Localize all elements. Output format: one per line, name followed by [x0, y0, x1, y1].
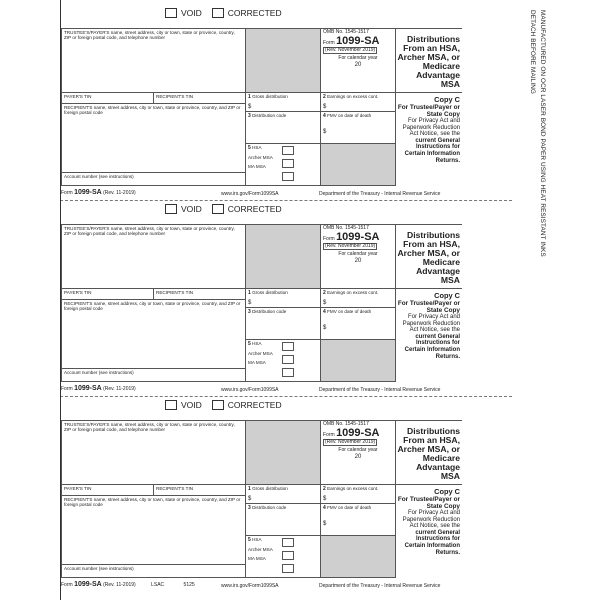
year: 20 [354, 454, 362, 460]
account-label: Account number (see instructions) [64, 174, 134, 179]
box5-number: 5 [248, 341, 251, 347]
rev-date: (Rev. November 2019) [325, 47, 376, 53]
footer-rev: (Rev. 11-2019) [103, 190, 136, 196]
copy-for: For Trustee/Payer or State Copy [397, 300, 460, 314]
title-box [395, 28, 462, 93]
omb-number: OMB No. 1545-1517 [323, 421, 369, 427]
footer-rev: (Rev. 11-2019) [103, 386, 136, 392]
box2-label: Earnings on excess cont. [327, 94, 379, 99]
shaded-box-1 [245, 28, 321, 93]
manufactured-notice: MANUFACTURED ON OCR LASER BOND PAPER USING HEAT RESISTANT INKS [539, 10, 546, 257]
footer-dept: Department of the Treasury - Internal Revenue Service [319, 191, 441, 197]
box2-label: Earnings on excess cont. [327, 290, 379, 295]
box4-fmv[interactable] [320, 503, 396, 536]
corrected-label: CORRECTED [227, 204, 282, 214]
box1-label: Gross distribution [252, 486, 288, 491]
hsa-label: HSA [252, 537, 262, 542]
account-number-box[interactable] [61, 368, 246, 382]
footer-number: 1099-SA [74, 189, 102, 196]
form-number: 1099-SA [336, 427, 380, 439]
box2-number: 2 [323, 290, 326, 296]
box1-dollar: $ [248, 300, 252, 306]
box2-earnings[interactable] [320, 484, 396, 504]
box2-dollar: $ [323, 104, 327, 110]
archer-checkbox[interactable] [282, 551, 294, 560]
box5-number: 5 [248, 537, 251, 543]
recipient-name-label: RECIPIENT'S name, street address, city or town, state or province, country, and ZIP or foreign postal code [64, 105, 241, 115]
box3-number: 3 [248, 505, 251, 511]
ma-checkbox[interactable] [282, 368, 294, 377]
box2-number: 2 [323, 486, 326, 492]
payer-tin-label: PAYER'S TIN [64, 94, 92, 99]
box4-dollar: $ [323, 521, 327, 527]
archer-label: Archer MSA [248, 155, 273, 160]
shaded-box-2 [320, 339, 396, 382]
form-1099sa-copy [26, 204, 478, 393]
privacy-notice-bold: current General Instructions for Certain Information Returns. [404, 529, 460, 556]
recipient-tin-label: RECIPIENT'S TIN [156, 486, 194, 491]
form-prefix: Form [323, 40, 335, 46]
box4-fmv[interactable] [320, 307, 396, 340]
footer-url: www.irs.gov/Form1099SA [221, 583, 279, 589]
void-label: VOID [181, 204, 202, 214]
box1-label: Gross distribution [252, 290, 288, 295]
corrected-checkbox[interactable] [212, 204, 224, 214]
box1-gross-distribution[interactable] [245, 92, 321, 112]
shaded-box-2 [320, 143, 396, 186]
privacy-notice-bold: current General Instructions for Certain Information Returns. [404, 137, 460, 164]
ma-label: MA MSA [248, 556, 266, 561]
box4-dollar: $ [323, 325, 327, 331]
archer-label: Archer MSA [248, 547, 273, 552]
corrected-label: CORRECTED [227, 8, 282, 18]
box1-gross-distribution[interactable] [245, 484, 321, 504]
privacy-notice: For Privacy Act and Paperwork Reduction Act Notice, see the [402, 314, 460, 334]
calendar-year-label: For calendar year [338, 251, 378, 257]
box2-number: 2 [323, 94, 326, 100]
box1-number: 1 [248, 94, 251, 100]
privacy-notice: For Privacy Act and Paperwork Reduction Act Notice, see the [402, 510, 460, 530]
box2-dollar: $ [323, 300, 327, 306]
copy-label: Copy C [434, 487, 460, 496]
recipient-name-label: RECIPIENT'S name, street address, city or town, state or province, country, and ZIP or foreign postal code [64, 301, 241, 311]
trustee-box[interactable] [61, 420, 246, 485]
omb-box [320, 224, 396, 289]
form-prefix: Form [323, 236, 335, 242]
copy-box [395, 92, 462, 186]
corrected-checkbox[interactable] [212, 400, 224, 410]
footer-code: 5125 [183, 582, 195, 588]
form-footer [61, 189, 482, 196]
ma-checkbox[interactable] [282, 564, 294, 573]
box3-distribution-code[interactable] [245, 111, 321, 144]
calendar-year-label: For calendar year [338, 55, 378, 61]
rev-date: (Rev. November 2019) [325, 439, 376, 445]
void-label: VOID [181, 400, 202, 410]
box3-distribution-code[interactable] [245, 503, 321, 536]
omb-box [320, 420, 396, 485]
trustee-box[interactable] [61, 224, 246, 289]
form-prefix: Form [323, 432, 335, 438]
archer-checkbox[interactable] [282, 159, 294, 168]
void-checkbox[interactable] [165, 8, 177, 18]
box3-label: Distribution code [252, 505, 287, 510]
privacy-notice: For Privacy Act and Paperwork Reduction Act Notice, see the [402, 118, 460, 138]
box4-number: 4 [323, 309, 326, 315]
year: 20 [354, 258, 362, 264]
box4-number: 4 [323, 113, 326, 119]
account-number-box[interactable] [61, 172, 246, 186]
box1-label: Gross distribution [252, 94, 288, 99]
recipient-tin-label: RECIPIENT'S TIN [156, 290, 194, 295]
footer-number: 1099-SA [74, 581, 102, 588]
title-box [395, 224, 462, 289]
form-grid [61, 20, 482, 186]
box3-distribution-code[interactable] [245, 307, 321, 340]
recipient-name-label: RECIPIENT'S name, street address, city or town, state or province, country, and ZIP or foreign postal code [64, 497, 241, 507]
recipient-tin-label: RECIPIENT'S TIN [156, 94, 194, 99]
box1-number: 1 [248, 486, 251, 492]
recipient-name-box[interactable] [61, 299, 246, 369]
box3-number: 3 [248, 113, 251, 119]
form-title: Distributions From an HSA, Archer MSA, or Medicare Advantage MSA [397, 230, 460, 285]
void-checkbox[interactable] [165, 204, 177, 214]
box1-number: 1 [248, 290, 251, 296]
void-label: VOID [181, 8, 202, 18]
calendar-year-label: For calendar year [338, 447, 378, 453]
hsa-checkbox[interactable] [282, 538, 294, 547]
footer-number: 1099-SA [74, 385, 102, 392]
void-checkbox[interactable] [165, 400, 177, 410]
trustee-box[interactable] [61, 28, 246, 93]
archer-label: Archer MSA [248, 351, 273, 356]
box3-number: 3 [248, 309, 251, 315]
void-corrected-row [165, 400, 282, 410]
archer-checkbox[interactable] [282, 355, 294, 364]
footer-form: Form [61, 386, 73, 392]
box2-earnings[interactable] [320, 92, 396, 112]
ma-label: MA MSA [248, 164, 266, 169]
hsa-checkbox[interactable] [282, 342, 294, 351]
footer-lsac: LSAC [151, 582, 165, 588]
footer-dept: Department of the Treasury - Internal Revenue Service [319, 583, 441, 589]
box5-number: 5 [248, 145, 251, 151]
box5-plan-type [245, 535, 321, 578]
forms-page [60, 0, 513, 600]
form-1099sa-copy [26, 8, 478, 197]
box4-label: FMV on date of death [327, 309, 372, 314]
ma-label: MA MSA [248, 360, 266, 365]
footer-form: Form [61, 582, 73, 588]
box1-dollar: $ [248, 104, 252, 110]
payer-tin-label: PAYER'S TIN [64, 486, 92, 491]
copy-label: Copy C [434, 95, 460, 104]
box3-label: Distribution code [252, 113, 287, 118]
corrected-checkbox[interactable] [212, 8, 224, 18]
box2-dollar: $ [323, 496, 327, 502]
void-corrected-row [165, 8, 282, 18]
payer-tin-label: PAYER'S TIN [64, 290, 92, 295]
hsa-label: HSA [252, 341, 262, 346]
form-footer [61, 385, 482, 392]
copy-box [395, 484, 462, 578]
footer-form: Form [61, 190, 73, 196]
copy-box [395, 288, 462, 382]
omb-number: OMB No. 1545-1517 [323, 29, 369, 35]
corrected-label: CORRECTED [227, 400, 282, 410]
box4-number: 4 [323, 505, 326, 511]
account-number-box[interactable] [61, 564, 246, 578]
footer-url: www.irs.gov/Form1099SA [221, 387, 279, 393]
box4-label: FMV on date of death [327, 505, 372, 510]
trustee-label: TRUSTEE'S/PAYER'S name, street address, city or town, state or province, country, ZIP or foreign postal code, and telephone number [64, 422, 235, 432]
box5-plan-type [245, 143, 321, 186]
hsa-checkbox[interactable] [282, 146, 294, 155]
rev-date: (Rev. November 2019) [325, 243, 376, 249]
form-1099sa-copy [26, 400, 478, 589]
account-label: Account number (see instructions) [64, 566, 134, 571]
box2-earnings[interactable] [320, 288, 396, 308]
recipient-name-box[interactable] [61, 103, 246, 173]
footer-url: www.irs.gov/Form1099SA [221, 191, 279, 197]
hsa-label: HSA [252, 145, 262, 150]
box1-gross-distribution[interactable] [245, 288, 321, 308]
box4-fmv[interactable] [320, 111, 396, 144]
account-label: Account number (see instructions) [64, 370, 134, 375]
shaded-box-1 [245, 224, 321, 289]
void-corrected-row [165, 204, 282, 214]
shaded-box-2 [320, 535, 396, 578]
box2-label: Earnings on excess cont. [327, 486, 379, 491]
privacy-notice-bold: current General Instructions for Certain Information Returns. [404, 333, 460, 360]
recipient-name-box[interactable] [61, 495, 246, 565]
box1-dollar: $ [248, 496, 252, 502]
form-number: 1099-SA [336, 35, 380, 47]
form-title: Distributions From an HSA, Archer MSA, or Medicare Advantage MSA [397, 34, 460, 89]
title-box [395, 420, 462, 485]
trustee-label: TRUSTEE'S/PAYER'S name, street address, city or town, state or province, country, ZIP or foreign postal code, and telephone number [64, 30, 235, 40]
form-footer [61, 581, 482, 588]
box4-label: FMV on date of death [327, 113, 372, 118]
box4-dollar: $ [323, 129, 327, 135]
copy-for: For Trustee/Payer or State Copy [397, 104, 460, 118]
trustee-label: TRUSTEE'S/PAYER'S name, street address, city or town, state or province, country, ZIP or foreign postal code, and telephone number [64, 226, 235, 236]
box5-plan-type [245, 339, 321, 382]
footer-dept: Department of the Treasury - Internal Revenue Service [319, 387, 441, 393]
form-number: 1099-SA [336, 231, 380, 243]
copy-for: For Trustee/Payer or State Copy [397, 496, 460, 510]
year: 20 [354, 62, 362, 68]
detach-notice: DETACH BEFORE MAILING [529, 10, 536, 95]
omb-number: OMB No. 1545-1517 [323, 225, 369, 231]
shaded-box-1 [245, 420, 321, 485]
form-grid [61, 412, 482, 578]
omb-box [320, 28, 396, 93]
footer-rev: (Rev. 11-2019) [103, 582, 136, 588]
form-title: Distributions From an HSA, Archer MSA, or Medicare Advantage MSA [397, 426, 460, 481]
ma-checkbox[interactable] [282, 172, 294, 181]
side-margin [518, 0, 600, 600]
form-grid [61, 216, 482, 382]
box3-label: Distribution code [252, 309, 287, 314]
copy-label: Copy C [434, 291, 460, 300]
